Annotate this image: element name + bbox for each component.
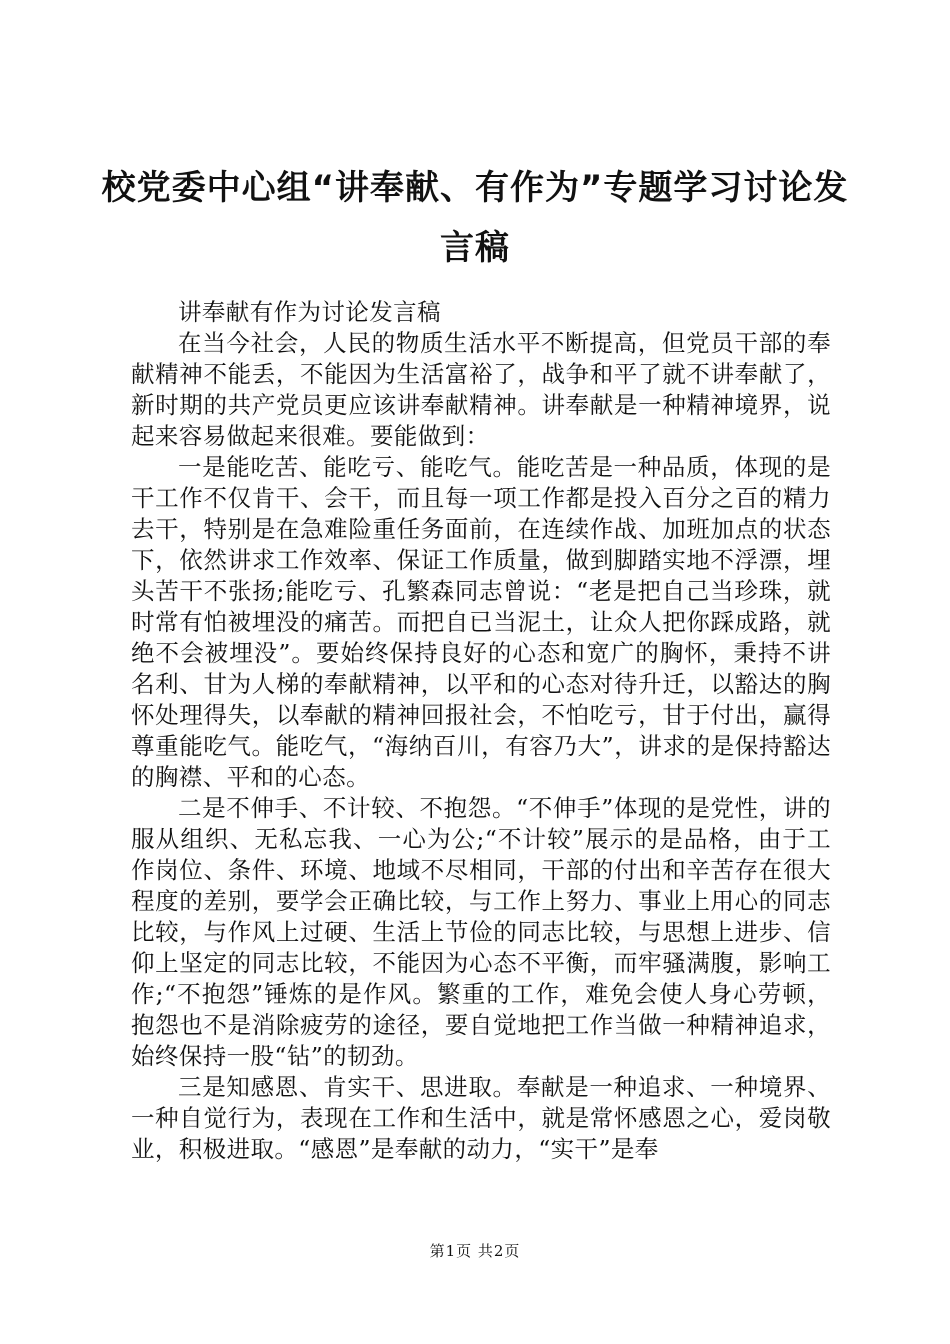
page-number-footer: 第1页 共2页 <box>429 1242 521 1260</box>
point-three-paragraph: 三是知感恩、肯实干、思进取。奉献是一种追求、一种境界、一种自觉行为，表现在工作和生活中，就是常怀感恩之心，爱岗敬业，积极进取。“感恩”是奉献的动力，“实干”是奉 <box>131 1073 831 1163</box>
document-title: 校党委中心组“讲奉献、有作为”专题学习讨论发言稿 <box>101 168 849 268</box>
intro-paragraph: 在当今社会，人民的物质生活水平不断提高，但党员干部的奉献精神不能丢，不能因为生活富裕了，战争和平了就不讲奉献了，新时期的共产党员更应该讲奉献精神。讲奉献是一种精神境界，说起来容易做起来很难。要能做到： <box>131 329 831 450</box>
point-two-paragraph: 二是不伸手、不计较、不抱怨。“不伸手”体现的是党性，讲的服从组织、无私忘我、一心为公;“不计较”展示的是品格，由于工作岗位、条件、环境、地域不尽相同，干部的付出和辛苦存在很大程度的差别，要学会正确比较，与工作上努力、事业上用心的同志比较，与作风上过硬、生活上节俭的同志比较，与思想上进步、信仰上坚定的同志比较，不能因为心态不平衡，而牢骚满腹，影响工作;“不抱怨”锤炼的是作风。繁重的工作，难免会使人身心劳顿，抱怨也不是消除疲劳的途径，要自觉地把工作当做一种精神追求，始终保持一股“钻”的韧劲。 <box>131 794 831 1070</box>
point-one-paragraph: 一是能吃苦、能吃亏、能吃气。能吃苦是一种品质，体现的是干工作不仅肯干、会干，而且每一项工作都是投入百分之百的精力去干，特别是在急难险重任务面前，在连续作战、加班加点的状态下，依然讲求工作效率、保证工作质量，做到脚踏实地不浮漂，埋头苦干不张扬;能吃亏、孔繁森同志曾说：“老是把自己当珍珠，就时常有怕被埋没的痛苦。而把自已当泥土，让众人把你踩成路，就绝不会被埋没”。要始终保持良好的心态和宽广的胸怀，秉持不讲名利、甘为人梯的奉献精神，以平和的心态对待升迁，以豁达的胸怀处理得失，以奉献的精神回报社会，不怕吃亏，甘于付出，赢得尊重能吃气。能吃气，“海纳百川，有容乃大”，讲求的是保持豁达的胸襟、平和的心态。 <box>131 453 831 791</box>
document-body <box>131 296 831 1165</box>
subtitle-paragraph: 讲奉献有作为讨论发言稿 <box>178 298 441 326</box>
